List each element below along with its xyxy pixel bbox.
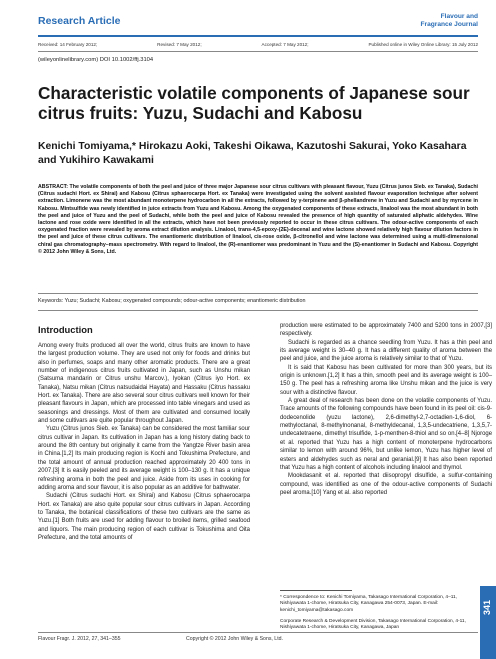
footer-rule: [38, 632, 478, 633]
author-list: Kenichi Tomiyama,* Hirokazu Aoki, Takeshi Oikawa, Kazutoshi Sakurai, Yoko Kasahara and Yukihiro Kawakami: [38, 141, 467, 166]
paragraph: Among every fruits produced all over the world, citrus fruits are known to have the largest production volume. They are used not only for foods and drinks but also in perfumes, soaps and many other aromatic products. There are a great number of indigenous citrus fruits cultivated in Japan, such as Unshu mikan (Satsuma mandarin or Citrus unshu Marcov.), Iyokan (Citrus iyo Hort. ex Tanaka), Natsu mikan (Citrus natsudaidai Hayata) and Hassaku (Citrus hassaku Hort. ex Tanaka). There are also several sour citrus cultivars well known for their pleasant flavours in Japan, which are processed into table vinegars and used as seasonings and dressings. Most of them are cultivated and consumed locally and some cultivars are quite popular throughout Japan.: [38, 343, 250, 425]
page-tab: [480, 586, 496, 659]
paragraph: A great deal of research has been done on the volatile components of Yuzu. Trace amounts of the following compounds have been found in its peel oil: cis-9-dodecenolide (yuzu lactone), 2,6-dimethyl-2,7-octadien-1,6-diol, 6-methyloctanal, 8-methylnonanal, 8-methyldecanal, 1,3,5-undecatriene, 1,3,5,7-undecatetraene, dimethyl trisulfide, 1-p-menthen-8-thiol and so on.[4–8] Njoroge et al. reported that Yuzu has a high content of monoterpene hydrocarbons similar to lemon with around 96%, but unlike lemon, Yuzu has higher level of esters and aldehydes such as neral and geranial.[9] It has also been reported that Yuzu has a high content of alcohols including linalool and thymol.: [280, 398, 492, 471]
introduction-heading: Introduction: [38, 324, 93, 335]
copyright: Copyright © 2012 John Wiley & Sons, Ltd.: [186, 636, 283, 642]
section-label: Research Article: [38, 15, 121, 27]
paragraph: production were estimated to be approximately 7400 and 5200 tons in 2007,[3] respectively.: [280, 323, 492, 338]
doi-line[interactable]: (wileyonlinelibrary.com) DOI 10.1002/ffj.3104: [38, 57, 154, 63]
article-dates: [38, 42, 478, 47]
date-accepted: Accepted: 7 May 2012;: [261, 42, 309, 47]
paragraph: Sudachi (Citrus sudachi Hort. ex Shirai) and Kabosu (Citrus sphaerocarpa Hort. ex Tanaka) are also quite popular sour citrus cultivars in Japan. According to Tanaka, the botanical classifications of these two cultivars are the same as Yuzu.[1] Both fruits are used for adding flavour to broiled items, grilled seafood and liquors. The main producing region of each cultivar is Tokushima and Oita Prefecture, and the total amounts of: [38, 493, 250, 541]
journal-name-line2: Fragrance Journal: [420, 21, 478, 28]
date-published: Published online in Wiley Online Library: 15 July 2012: [368, 42, 478, 47]
paragraph: It is said that Kabosu has been cultivated for more than 300 years, but its origin is unknown.[1,2] It has a thin, smooth peel and its average weight is 100–150 g. The peel has a refreshing aroma like Unshu mikan and the juice is very sour with a distinctive flavour.: [280, 364, 492, 396]
citation: Flavour Fragr. J. 2012, 27, 341–355: [38, 636, 121, 642]
journal-name: [388, 13, 478, 29]
footnote-rule: [280, 590, 352, 591]
journal-name-line1: Flavour and: [440, 13, 478, 20]
abstract: ABSTRACT: The volatile components of both the peel and juice of three major Japanese sour citrus cultivars with pleasant flavour, Yuzu (Citrus junos Sieb. ex Tanaka), Sudachi (Citrus sudachi Hort. ex Shirai) and Kabosu (Citrus sphaerocarpa Hort. ex Tanaka) were investigated using the solvent assisted flavour evaporation technique after solvent extraction. Limonene was the most abundant monoterpene hydrocarbon in all the extracts, followed by γ-terpinene and β-phellandrene in Yuzu and Sudachi and by myrcene in Kabosu. Mintsulfide was newly identified in juice extracts from Yuzu and Kabosu. Among the oxygenated components of these extracts, linalool was the most abundant in both the peel and juice of Yuzu and the peel of Sudachi, while both the peel and juice of Kabosu revealed the presence of high quantity of saturated aliphatic aldehydes. Wine lactone and rose oxide were identified in all the extracts, which have not been previously reported to occur in these citrus cultivars. The odour-active components of each oxygenated fraction were revealed by aroma extract dilution analysis. Linalool, trans-4,5-epoxy-(2E)-decenal and wine lactone showed relatively high flavour dilution factors in the peel and juice of these citrus cultivars. The enantiomeric distribution of linalool, cis-rose oxide, β-citronellol and wine lactone was determined using a multi-dimensional chiral gas chromatography–mass spectrometry. With regard to linalool, the (R)-enantiomer was predominant in Yuzu and the (S)-enantiomer in Sudachi and Kabosu. Copyright © 2012 John Wiley & Sons, Ltd.: [38, 184, 478, 255]
correspondence-footnote: * Correspondence to: Kenichi Tomiyama, Takasago International Corporation, 4–11, Nishiyawata 1-chome, Hiratsuka City, Kanagawa 254-0073, Japan. E-mail: kenichi_tomiyama@takasago.com: [280, 595, 458, 613]
left-column: [38, 342, 250, 542]
article-title: Characteristic volatile components of Japanese sour citrus fruits: Yuzu, Sudachi and Kabosu: [38, 83, 470, 123]
date-revised: Revised: 7 May 2012;: [157, 42, 202, 47]
right-column: [280, 322, 492, 497]
paragraph: Sudachi is regarded as a chance seedling from Yuzu. It has a thin peel and its average weight is 30–40 g. It has a different quality of aroma between the peel and juice, and the juice aroma is relatively similar to that of Yuzu.: [280, 339, 492, 363]
paragraph: Yuzu (Citrus junos Sieb. ex Tanaka) can be considered the most familiar sour citrus cultivar in Japan. Its cultivation in Japan has a long history dating back to around the 8th century but originally it came from the Yangtze River basin area in China.[1,2] Its main producing region is Kochi and Tokushima Prefecture, and the total amount of annual production reached approximately 20 400 tons in 2007.[3] It is easily peeled and its average weight is 100–130 g. It has a unique refreshing aroma in both the peel and juice. Aside from its uses in cooking for adding aroma and sour flavour, it is also popular as an additive for bathwater.: [38, 426, 250, 491]
paragraph: Mookdasanit et al. reported that diisopropyl disulfide, a sulfur-containing compound, was identified as one of the odour-active components of Sudachi peel aroma.[10] Yang et al. also reported: [280, 473, 492, 496]
date-received: Received: 14 February 2012;: [38, 42, 98, 47]
page-number: 341: [482, 600, 492, 616]
dates-rule: [38, 51, 478, 52]
keywords-rule: [38, 310, 478, 311]
header-rule: [38, 35, 478, 37]
abstract-rule: [38, 293, 478, 294]
affiliation-footnote: Corporate Research & Development Division, Takasago International Corporation, 4-11, Nishiyawata 1-chome, Hiratsuka City, Kanagawa, Japan: [280, 619, 466, 631]
keywords: Keywords: Yuzu; Sudachi; Kabosu; oxygenated compounds; odour-active components; enantiomeric distribution: [38, 298, 306, 304]
